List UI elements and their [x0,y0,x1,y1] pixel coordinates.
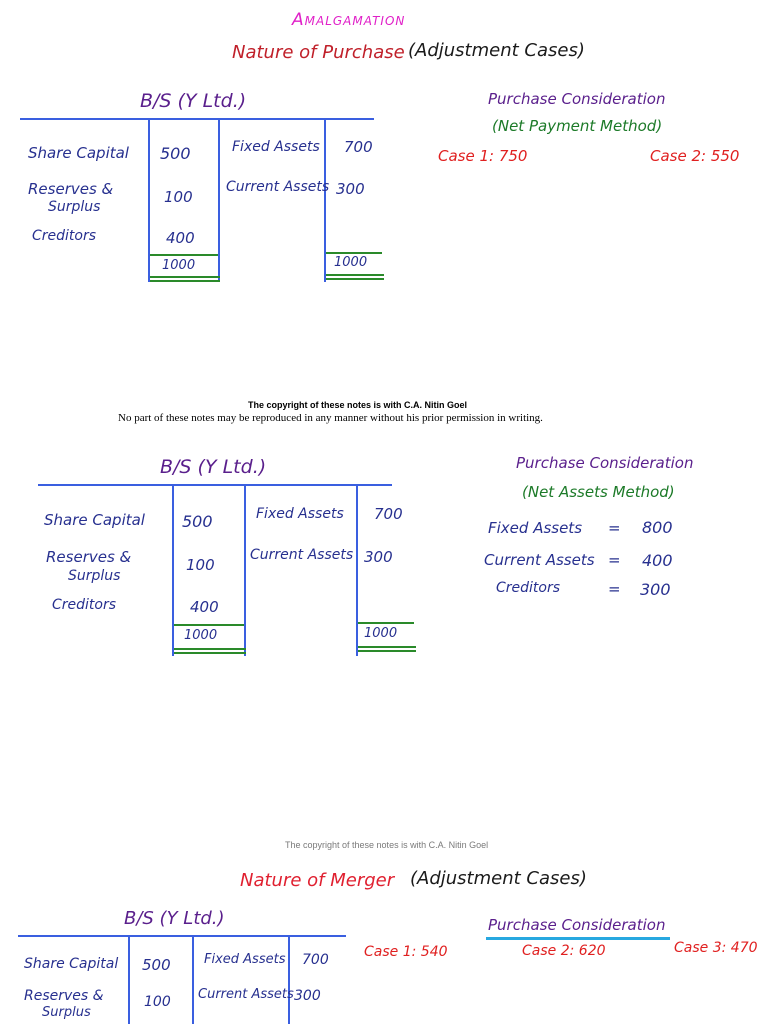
asset-fixed-2: Fixed Assets [256,506,344,522]
pc3-case1: Case 1: 540 [364,944,448,960]
pc2-title: Purchase Consideration [516,454,694,472]
asset-fixed-value: 700 [344,138,373,156]
section2-subtitle: (Adjustment Cases) [410,868,587,889]
page-title: Amalgamation [292,10,406,30]
asset-current-value-3: 300 [294,988,321,1004]
section2-title: Nature of Merger [240,870,395,891]
balance-sheet-title-1: B/S (Y Ltd.) [140,90,247,112]
bs2-right-total-line-b [358,650,416,652]
pc3-title: Purchase Consideration [488,916,666,934]
asset-fixed-value-3: 700 [302,952,329,968]
bs2-right-total: 1000 [364,626,398,641]
asset-current-value-2: 300 [364,548,393,566]
liability-reserves: Reserves & [28,180,114,198]
pc3-case3: Case 3: 470 [674,940,758,956]
liability-share-capital-value: 500 [160,144,191,163]
pc2-method: (Net Assets Method) [522,483,675,501]
bs2-divider-3 [356,484,358,656]
liability-share-capital-3: Share Capital [24,956,119,972]
bs1-right-total-line-a [326,274,384,276]
pc3-case2: Case 2: 620 [522,943,606,959]
bs1-divider-1 [148,118,150,282]
pc2-ca-eq: = [608,551,621,569]
bs3-divider-3 [288,935,290,1024]
pc3-underline [486,937,670,940]
bs2-left-total-line-a [174,648,246,650]
liability-reserves-2: Reserves & [46,548,132,566]
bs1-top-line [20,118,374,120]
pc2-ca-label: Current Assets [484,551,595,569]
bs3-top-line [18,935,346,937]
liability-share-capital: Share Capital [28,144,129,162]
bs1-divider-3 [324,118,326,282]
bs1-divider-2 [218,118,220,282]
bs1-right-total-line-b [326,278,384,280]
bs1-left-total-line-top [150,254,218,256]
bs1-right-total: 1000 [334,255,368,270]
bs2-left-total: 1000 [184,628,218,643]
asset-current-value: 300 [336,180,365,198]
asset-current-3: Current Assets [198,987,294,1002]
pc1-case1: Case 1: 750 [438,147,528,165]
copyright-footer: The copyright of these notes is with C.A. Nitin Goel [285,840,489,850]
bs2-left-total-line-top [174,624,244,626]
pc2-cr-val: 300 [640,580,671,599]
bs2-divider-2 [244,484,246,656]
liability-surplus-3: Surplus [42,1005,91,1020]
liability-creditors: Creditors [32,228,97,244]
bs1-left-total-line-a [150,276,220,278]
pc2-fa-eq: = [608,519,621,537]
bs2-right-total-line-top [358,622,414,624]
asset-fixed-3: Fixed Assets [204,952,286,967]
bs3-divider-1 [128,935,130,1024]
liability-share-capital-2: Share Capital [44,511,145,529]
asset-fixed-value-2: 700 [374,505,403,523]
bs1-left-total-line-b [150,280,220,282]
liability-reserves-value-3: 100 [144,994,171,1010]
liability-reserves-3: Reserves & [24,988,104,1004]
asset-fixed: Fixed Assets [232,139,320,155]
section1-title: Nature of Purchase [232,42,405,63]
pc2-fa-val: 800 [642,518,673,537]
liability-creditors-2: Creditors [52,597,117,613]
bs2-divider-1 [172,484,174,656]
pc1-title: Purchase Consideration [488,90,666,108]
liability-surplus-2: Surplus [68,568,121,584]
liability-reserves-value: 100 [164,188,193,206]
bs3-divider-2 [192,935,194,1024]
pc2-ca-val: 400 [642,551,673,570]
bs1-right-total-line-top [326,252,382,254]
liability-share-capital-value-3: 500 [142,956,171,974]
liability-creditors-value-2: 400 [190,598,219,616]
asset-current: Current Assets [226,179,330,195]
liability-reserves-value-2: 100 [186,556,215,574]
bs1-left-total: 1000 [162,258,196,273]
bs2-right-total-line-a [358,646,416,648]
liability-surplus: Surplus [48,199,101,215]
section1-subtitle: (Adjustment Cases) [408,40,585,61]
balance-sheet-title-2: B/S (Y Ltd.) [160,456,267,478]
asset-current-2: Current Assets [250,547,354,563]
bs2-left-total-line-b [174,652,246,654]
copyright-line-1: The copyright of these notes is with C.A. Nitin Goel [248,400,468,410]
liability-share-capital-value-2: 500 [182,512,213,531]
copyright-line-2: No part of these notes may be reproduced in any manner without his prior permission in writing. [118,412,543,424]
pc2-fa-label: Fixed Assets [488,519,583,537]
pc1-case2: Case 2: 550 [650,147,740,165]
pc1-method: (Net Payment Method) [492,117,663,135]
pc2-cr-eq: = [608,580,621,598]
pc2-cr-label: Creditors [496,580,561,596]
bs2-top-line [38,484,392,486]
balance-sheet-title-3: B/S (Y Ltd.) [124,908,225,929]
liability-creditors-value: 400 [166,229,195,247]
